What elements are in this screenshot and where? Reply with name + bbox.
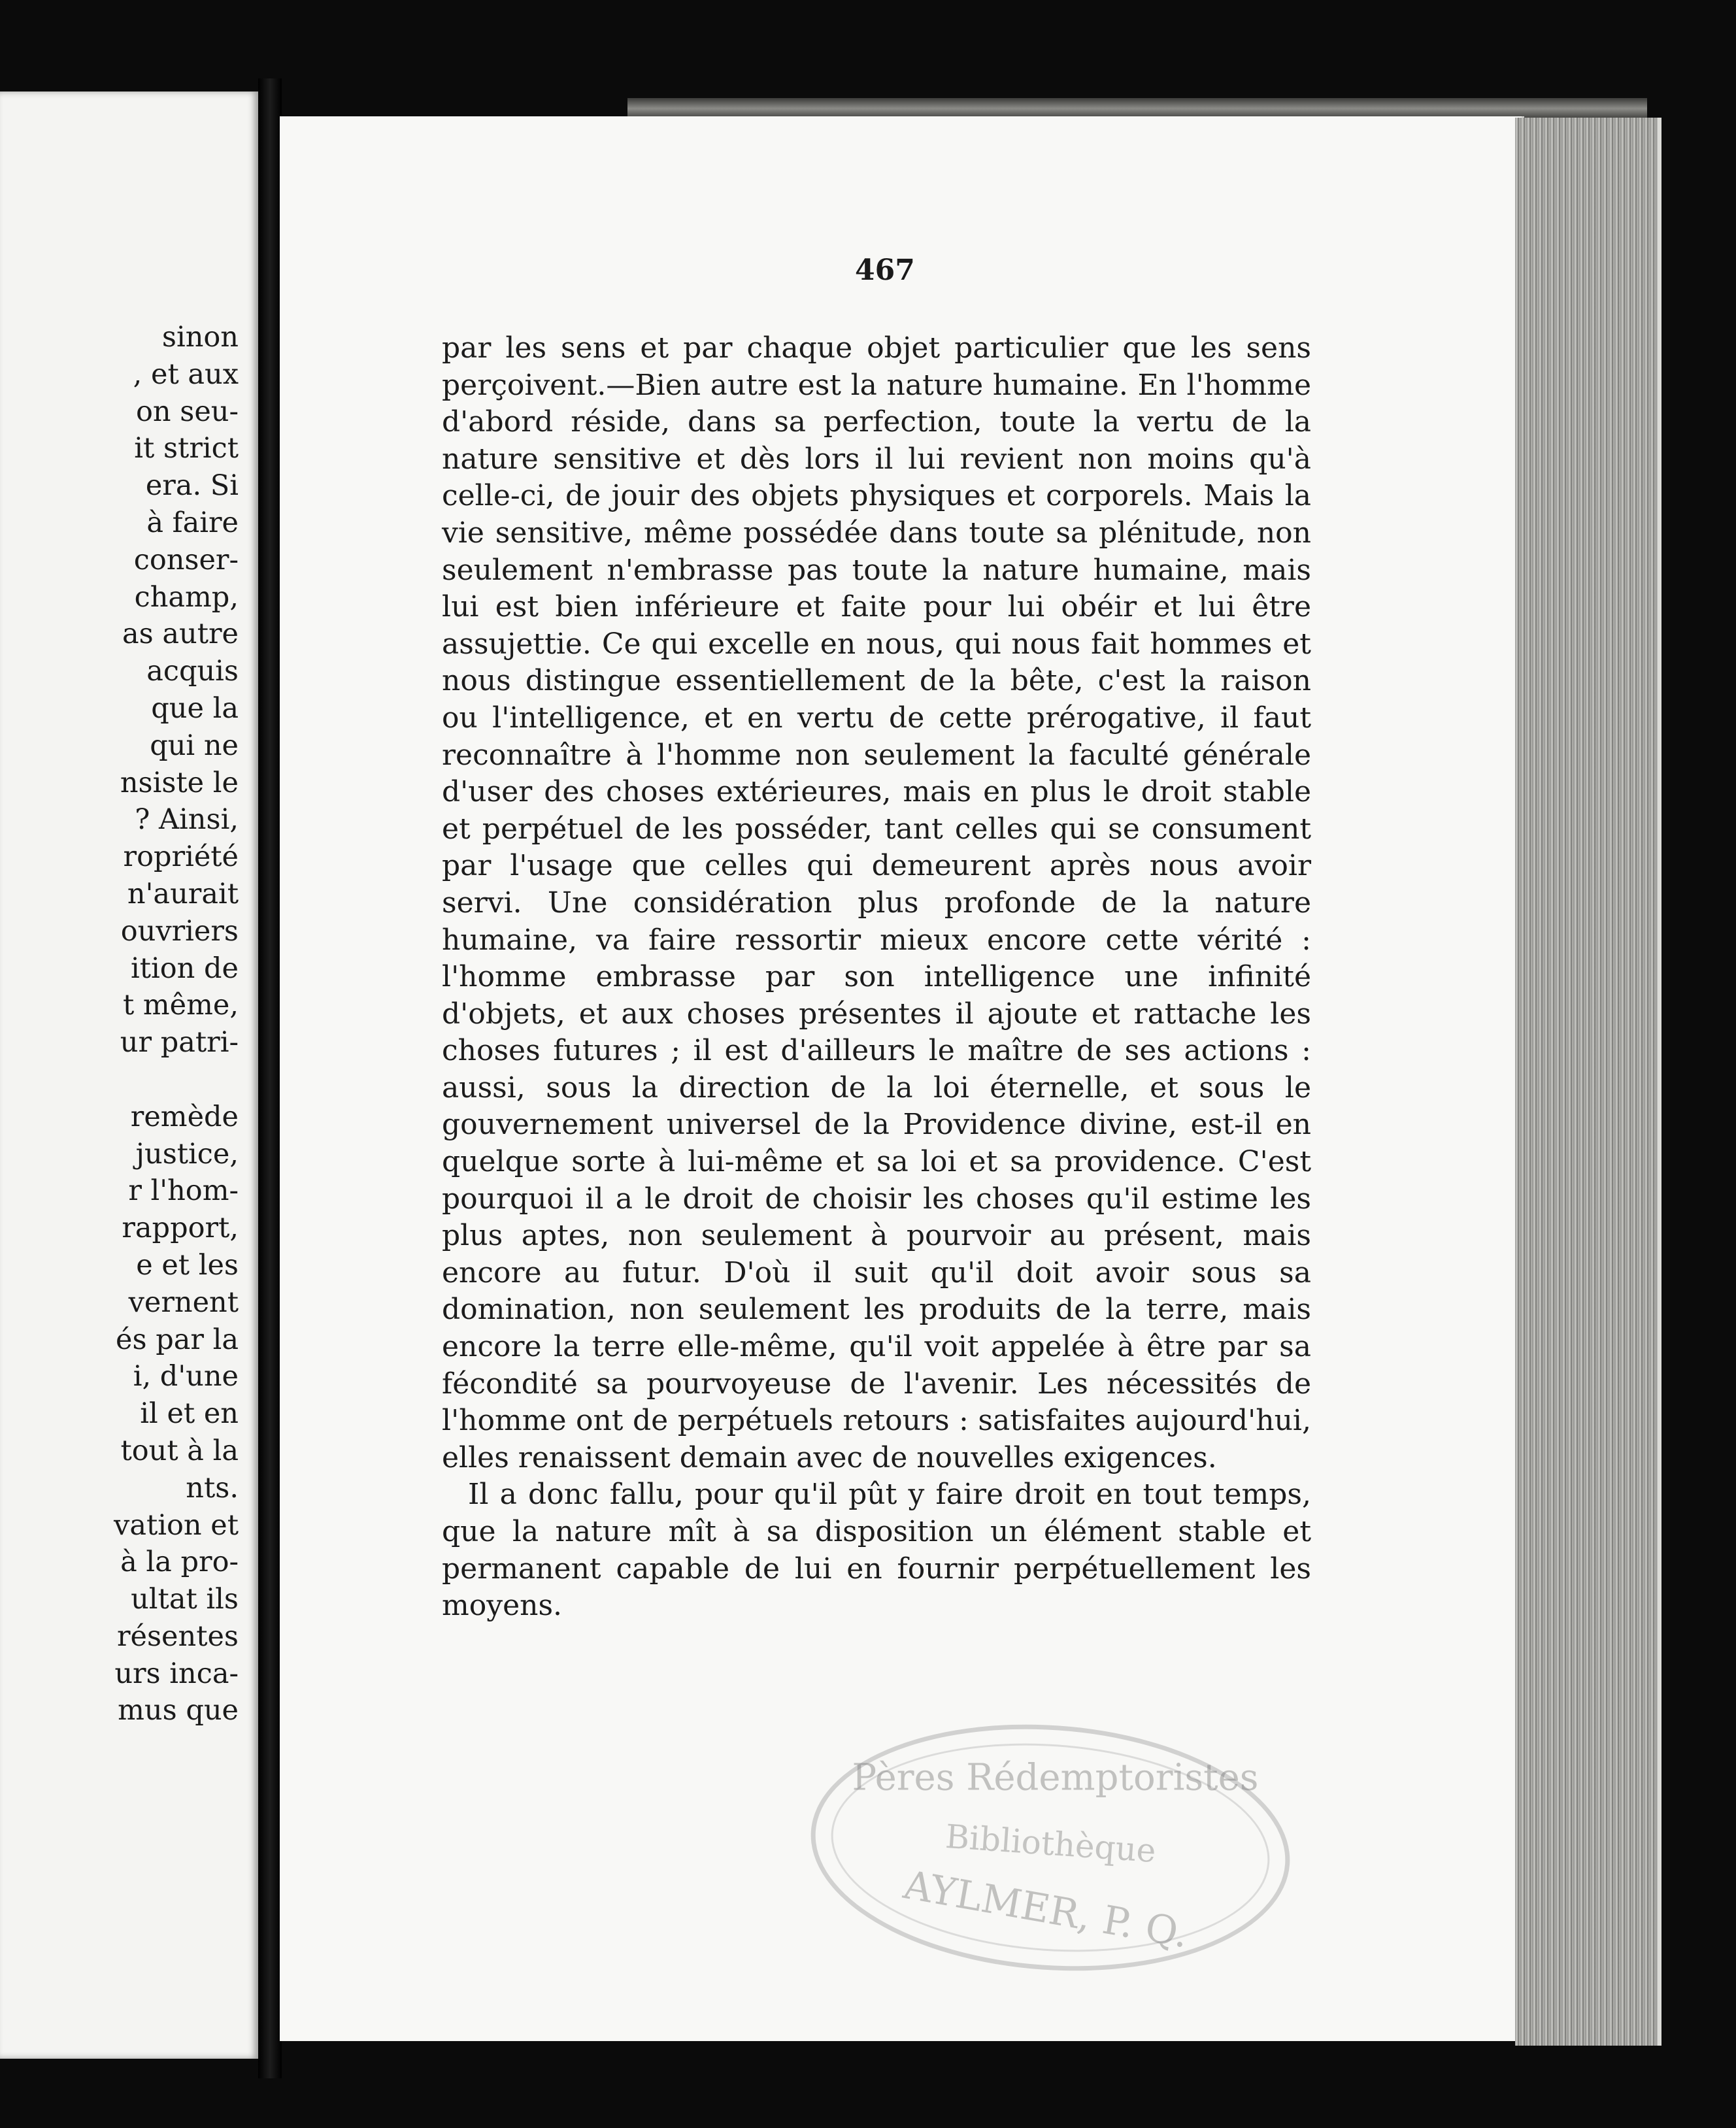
previous-page-line: vation et: [114, 1508, 239, 1542]
previous-page-line: e et les: [136, 1248, 239, 1282]
previous-page-line: remède: [130, 1100, 239, 1133]
stamp-bottom-text: AYLMER, P. Q.: [900, 1862, 1192, 1957]
previous-page-line: era. Si: [145, 469, 239, 503]
previous-page-line: i, d'une: [133, 1360, 239, 1393]
previous-page-line: it strict: [134, 432, 239, 465]
previous-page-line: conser-: [133, 543, 239, 576]
page-body: [442, 330, 1311, 1625]
previous-page-line: és par la: [116, 1323, 239, 1356]
previous-page-line: résentes: [116, 1620, 239, 1653]
previous-page-line: n'aurait: [127, 877, 239, 910]
previous-page-line: à la pro-: [120, 1546, 239, 1579]
stamp-top-text: Pères Rédemptoristes: [852, 1756, 1259, 1799]
previous-page-line: ultat ils: [131, 1583, 239, 1616]
previous-page-line: ropriété: [123, 840, 239, 874]
previous-page-line: que la: [151, 691, 239, 725]
previous-page-line: rapport,: [122, 1212, 239, 1245]
previous-page-line: il et en: [140, 1397, 239, 1431]
page-number: 467: [855, 254, 915, 287]
previous-page-line: justice,: [135, 1137, 239, 1171]
paragraph-1: par les sens et par chaque objet particulier que les sens perçoivent.—Bien autre est la nature humaine. En l'homme d'abord réside, dans sa perfection, toute la vertu de la nature sensitive et dès lors il lui revient non moins qu'à celle-ci, de jouir des objets physiques et corporels. Mais la vie sensitive, même possédée dans toute sa plénitude, non seulement n'embrasse pas toute la nature humaine, mais lui est bien inférieure et faite pour lui obéir et lui être assujettie. Ce qui excelle en nous, qui nous fait hommes et nous distingue essentiellement de la bête, c'est la raison ou l'intelligence, et en vertu de cette prérogative, il faut reconnaître à l'homme non seulement la faculté générale d'user des choses extérieures, mais en plus le droit stable et perpétuel de les posséder, tant celles qui se consument par l'usage que celles qui demeurent après nous avoir servi. Une considération plus profonde de la nature humaine, va faire ressortir mieux encore cette vérité : l'homme embrasse par son intelligence une infinité d'objets, et aux choses présentes il ajoute et rattache les choses futures ; il est d'ailleurs le maître de ses actions : aussi, sous la direction de la loi éternelle, et sous le gouvernement universel de la Providence divine, est-il en quelque sorte à lui-même et sa loi et sa providence. C'est pourquoi il a le droit de choisir les choses qu'il estime les plus aptes, non seulement à pourvoir au présent, mais encore au futur. D'où il suit qu'il doit avoir sous sa domination, non seulement les produits de la terre, mais encore la terre elle-même, qu'il voit appelée à être par sa fécondité sa pourvoyeuse de l'avenir. Les nécessités de l'homme ont de perpétuels retours : satisfaites aujourd'hui, elles renaissent demain avec de nouvelles exigences.: [442, 331, 1311, 1474]
book-gutter: [258, 78, 282, 2078]
previous-page-line: tout à la: [120, 1434, 239, 1467]
previous-page-line: on seu-: [136, 395, 239, 428]
previous-page-line: acquis: [146, 655, 239, 688]
previous-page-fragment: [0, 91, 258, 2059]
paragraph-2: Il a donc fallu, pour qu'il pût y faire droit en tout temps, que la nature mît à sa disposition un élément stable et permanent capable de lui en fournir perpétuellement les moyens.: [442, 1478, 1311, 1623]
previous-page-line: ition de: [130, 952, 239, 985]
previous-page-line: nts.: [186, 1471, 239, 1505]
previous-page-line: à faire: [146, 506, 239, 539]
previous-page-lines: [114, 319, 239, 1729]
previous-page-line: mus que: [118, 1694, 239, 1727]
previous-page-line: nsiste le: [120, 766, 239, 799]
page-edge-stack: [1515, 118, 1661, 2046]
previous-page-line: t même,: [122, 989, 239, 1022]
stamp-middle-text: Bibliothèque: [944, 1817, 1158, 1870]
previous-page-gap: [114, 1061, 239, 1099]
previous-page-line: vernent: [128, 1286, 239, 1319]
previous-page-line: qui ne: [150, 729, 239, 762]
previous-page-line: as autre: [122, 618, 239, 651]
previous-page-line: ? Ainsi,: [135, 803, 239, 837]
previous-page-line: ouvriers: [120, 914, 239, 948]
previous-page-line: champ,: [134, 580, 239, 614]
previous-page-line: r l'hom-: [128, 1174, 239, 1208]
previous-page-line: , et aux: [133, 357, 239, 391]
previous-page-line: ur patri-: [120, 1026, 239, 1059]
previous-page-line: urs inca-: [114, 1657, 239, 1690]
previous-page-line: sinon: [161, 321, 239, 354]
